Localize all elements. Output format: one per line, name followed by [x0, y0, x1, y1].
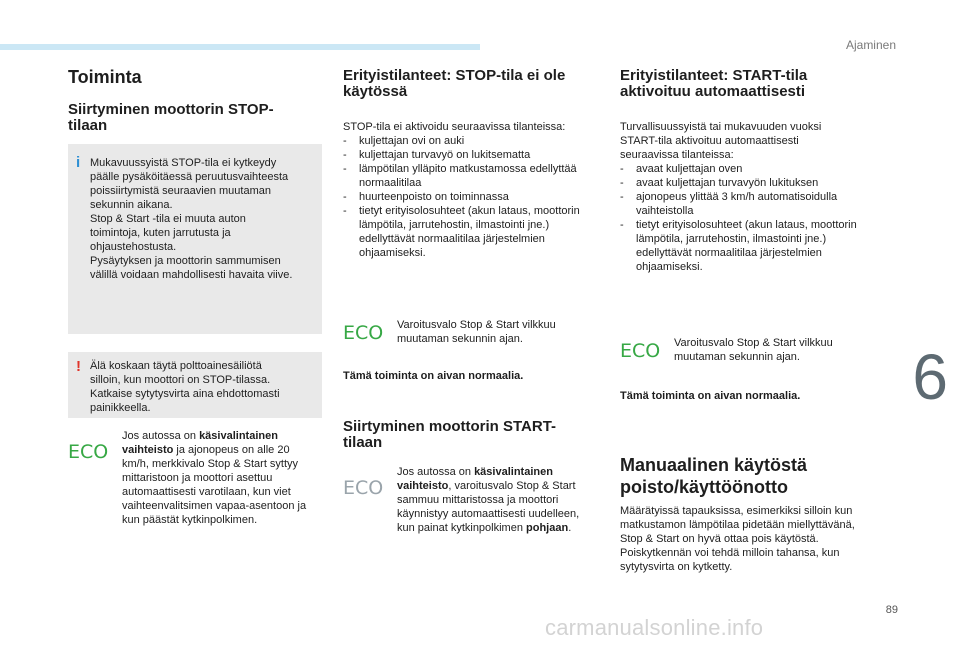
list-item: - kuljettajan turvavyö on lukitsematta: [343, 148, 600, 162]
text-line: Älä koskaan täytä polttoainesäiliötä: [90, 360, 262, 372]
list-item: - tietyt erityisolosuhteet (akun lataus, moottorin lämpötila, jarrutehostin, ilmastointi jne.) edellyttävät normaalitilaa järjestelmien ohjaamiseksi.: [620, 218, 877, 274]
eco-green-icon: ECO: [343, 322, 384, 344]
eco-green-icon: ECO: [620, 340, 661, 362]
eco-note-text: Varoitusvalo Stop & Start vilkkuu muutaman sekunnin ajan.: [397, 319, 556, 345]
text-line: toimintoja, kuten jarrutusta ja: [90, 227, 231, 239]
section-heading-start-auto: Erityistilanteet: START-tila aktivoituu automaattisesti: [620, 67, 808, 100]
column-2: [343, 68, 600, 260]
section-heading-stop-unavailable: Erityistilanteet: STOP-tila ei ole käytössä: [343, 67, 566, 100]
text-line: sekunnin aikana.: [90, 199, 173, 211]
info-icon: i: [76, 154, 81, 171]
text-line: välillä voidaan mahdollisesti havaita viive.: [90, 269, 293, 281]
eco-green-icon: ECO: [68, 441, 109, 463]
eco-note-text: Varoitusvalo Stop & Start vilkkuu muutaman sekunnin ajan.: [674, 337, 833, 363]
manual-text: Määrätyissä tapauksissa, esimerkiksi silloin kun matkustamon lämpötilaa pidetään miellyttävänä, Stop & Start on hyvä ottaa pois käytöstä. Poiskytkennän voi tehdä milloin tahansa, kun sytytysvirta on kytketty.: [620, 505, 855, 573]
watermark: carmanualsonline.info: [545, 615, 764, 640]
section-heading-stop: Siirtyminen moottorin STOP-tilaan: [68, 101, 274, 134]
section-name: Ajaminen: [845, 38, 896, 52]
warning-box: [68, 352, 322, 418]
header-bar: [0, 44, 480, 50]
condition-list: [620, 162, 877, 274]
column-1: [68, 66, 325, 134]
text-line: Stop & Start -tila ei muuta auton: [90, 213, 246, 225]
list-item: - lämpötilan ylläpito matkustamossa edellyttää normaalitilaa: [343, 162, 600, 190]
intro-text: STOP-tila ei aktivoidu seuraavissa tilanteissa:: [343, 121, 566, 133]
eco-note-text: Jos autossa on käsivalintainen vaihteisto, varoitusvalo Stop & Start sammuu mittaristossa ja moottori käynnistyy automaattisesti uudelleen, kun painat kytkinpolkimen pohjaan.: [397, 466, 580, 534]
list-item: - huurteenpoisto on toiminnassa: [343, 190, 600, 204]
info-text: [90, 156, 310, 282]
text-line: silloin, kun moottori on STOP-tilassa.: [90, 374, 271, 386]
text-line: Katkaise sytytysvirta aina ehdottomasti: [90, 388, 280, 400]
list-item: - kuljettajan ovi on auki: [343, 134, 600, 148]
normal-note: Tämä toiminta on aivan normaalia.: [343, 370, 524, 382]
column-3: [620, 68, 877, 274]
section-heading-start: Siirtyminen moottorin START-tilaan: [343, 418, 557, 451]
warning-icon: !: [76, 358, 81, 375]
chapter-number: 6: [912, 341, 948, 413]
list-item: - ajonopeus ylittää 3 km/h automatisoidulla vaihteistolla: [620, 190, 877, 218]
list-item: - avaat kuljettajan turvavyön lukituksen: [620, 176, 877, 190]
page-number: 89: [885, 604, 898, 616]
text-line: ohjaustehostusta.: [90, 241, 177, 253]
section-heading-manual: Manuaalinen käytöstä poisto/käyttöönotto: [620, 455, 808, 497]
text-line: painikkeella.: [90, 402, 151, 414]
page-title: Toiminta: [68, 67, 142, 87]
list-item: - tietyt erityisolosuhteet (akun lataus, moottorin lämpötila, jarrutehostin, ilmastointi jne.) edellyttävät normaalitilaa järjestelmien ohjaamiseksi.: [343, 204, 600, 260]
eco-note-text: Jos autossa on käsivalintainen vaihteisto ja ajonopeus on alle 20 km/h, merkkivalo Stop & Start syttyy mittaristoon ja moottori asettuu automaattisesti varotilaan, kun viet vaihteenvalitsimen vapaa-asentoon ja kun päästät kytkinpolkimen.: [122, 430, 307, 526]
text-line: Pysäytyksen ja moottorin sammumisen: [90, 255, 281, 267]
warning-text: [90, 359, 310, 415]
condition-list: [343, 134, 600, 260]
text-line: poissiirtymistä seuraavien muutaman: [90, 185, 271, 197]
text-line: päälle pysäköitäessä peruutusvaihteesta: [90, 171, 289, 183]
info-box: [68, 144, 322, 334]
normal-note: Tämä toiminta on aivan normaalia.: [620, 390, 801, 402]
list-item: - avaat kuljettajan oven: [620, 162, 877, 176]
intro-text: Turvallisuussyistä tai mukavuuden vuoksi START-tila aktivoituu automaattisesti seuraavissa tilanteissa:: [620, 121, 822, 161]
eco-grey-icon: ECO: [343, 477, 384, 499]
text-line: Mukavuussyistä STOP-tila ei kytkeydy: [90, 157, 277, 169]
